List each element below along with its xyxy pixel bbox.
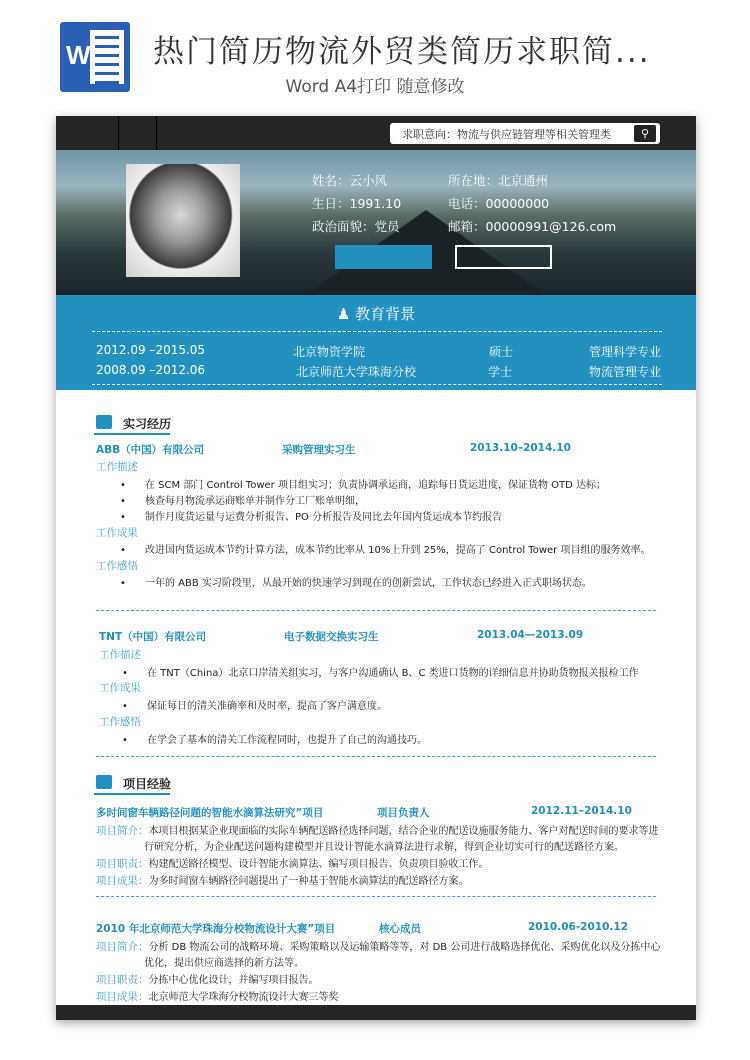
list-item: • 核查每月物流承运商账单并制作分工厂账单明细， — [120, 496, 365, 507]
politics: 政治面貌：党员 — [312, 219, 400, 234]
result-label: 工作成果 — [99, 682, 141, 694]
project-name: 多时间窗车辆路径问题的智能水滴算法研究”项目 — [96, 807, 324, 819]
divider — [96, 610, 656, 611]
edu-period: 2008.09 –2012.06 — [96, 363, 206, 377]
printer-icon — [96, 415, 112, 429]
job-period: 2013.04—2013.09 — [477, 629, 584, 641]
list-item: • 制作月度货运量与运费分析报告、PO 分析报告及同比去年国内货运成本节约报告 — [120, 512, 503, 523]
printer-icon — [96, 775, 112, 789]
education-title: 教育背景 — [355, 305, 416, 323]
blue-button[interactable] — [335, 245, 432, 269]
divider — [96, 896, 656, 897]
edu-period: 2012.09 –2015.05 — [96, 343, 206, 357]
email: 邮箱：00000991@126.com — [448, 219, 617, 234]
projects-title: 项目经验 — [123, 777, 172, 791]
project-intro: 项目简介：本项目根据某企业现面临的实际车辆配送路径选择问题，结合企业的配送设施服务能力、客户对配送时间的要求等进 — [96, 825, 659, 837]
job-role: 采购管理实习生 — [282, 444, 356, 456]
edu-major: 管理科学专业 — [589, 345, 662, 359]
education-section — [56, 295, 696, 390]
edu-degree: 学士 — [488, 365, 513, 379]
list-item: • 保证每日的清关准确率和及时率，提高了客户满意度。 — [122, 701, 387, 712]
edu-school: 北京师范大学珠海分校 — [296, 365, 417, 379]
edu-school: 北京物资学院 — [293, 345, 366, 359]
job-intention-search[interactable] — [390, 123, 660, 144]
birthday: 生日：1991.10 — [312, 196, 402, 211]
project-duty: 项目职责：构建配送路径模型、设计智能水滴算法、编写项目报告、负责项目验收工作。 — [96, 858, 489, 870]
name: 姓名：云小风 — [312, 173, 388, 188]
job-intention-text: 求职意向：物流与供应链管理等相关管理类 — [402, 128, 611, 141]
list-item: • 在 SCM 部门 Control Tower 项目组实习；负责协调承运商，追踪每日货运进度，保证货物 OTD 达标； — [120, 480, 606, 491]
avatar — [126, 164, 240, 277]
job-period: 2013.10–2014.10 — [470, 442, 571, 454]
desc-label: 工作描述 — [99, 649, 141, 661]
project-intro-cont: 行研究分析，为企业配送问题构建模型并且设计智能水滴算法进行求解，得到企业切实可行的配送路径方案。 — [144, 842, 624, 853]
desc-label: 工作描述 — [96, 461, 138, 473]
page-subtitle: Word A4打印 随意修改 — [285, 77, 465, 97]
list-item: • 一年的 ABB 实习阶段里，从最开始的快速学习到现在的创新尝试，工作状态已经进入正式职场状态。 — [120, 578, 592, 589]
page-title: 热门简历物流外贸类简历求职简... — [153, 34, 651, 70]
job-company: TNT（中国）有限公司 — [99, 631, 207, 643]
project-result: 项目成果：为多时间窗车辆路径问题提出了一种基于智能水滴算法的配送路径方案。 — [96, 875, 469, 887]
project-role: 项目负责人 — [377, 807, 430, 819]
phone: 电话：00000000 — [448, 196, 550, 211]
project-intro: 项目简介：分析 DB 物流公司的战略环境、采购策略以及运输策略等等，对 DB 公司进行战略选择优化、采购优化以及分拣中心 — [96, 941, 661, 953]
search-icon[interactable]: ⚲ — [634, 125, 656, 142]
project-role: 核心成员 — [379, 923, 421, 935]
resume-document — [56, 116, 696, 1020]
project-duty: 项目职责：分拣中心优化设计，并编写项目报告。 — [96, 974, 319, 986]
internship-title: 实习经历 — [123, 417, 172, 431]
outline-button[interactable] — [455, 245, 552, 269]
project-intro-cont: 优化，提出供应商选择的新方法等。 — [144, 958, 304, 969]
job-role: 电子数据交换实习生 — [284, 631, 379, 643]
hero-banner — [56, 150, 696, 295]
feel-label: 工作感悟 — [96, 560, 138, 572]
education-heading — [56, 303, 696, 324]
divider — [96, 756, 656, 757]
location: 所在地：北京通州 — [448, 173, 549, 188]
project-period: 2012.11–2014.10 — [531, 805, 632, 817]
list-item: • 在 TNT（China）北京口岸清关组实习，与客户沟通确认 B、C 类进口货物的详细信息并协助货物报关报检工作 — [122, 668, 639, 679]
result-label: 工作成果 — [96, 527, 138, 539]
project-result: 项目成果：北京师范大学珠海分校物流设计大赛三等奖 — [96, 991, 339, 1003]
job-company: ABB（中国）有限公司 — [96, 444, 205, 456]
word-letter: W — [66, 40, 91, 70]
top-bar — [56, 116, 696, 150]
edu-degree: 硕士 — [489, 345, 514, 359]
project-name: 2010 年北京师范大学珠海分校物流设计大赛”项目 — [96, 923, 336, 935]
list-item: • 在学会了基本的清关工作流程同时，也提升了自己的沟通技巧。 — [122, 735, 427, 746]
feel-label: 工作感悟 — [99, 716, 141, 728]
project-period: 2010.06-2010.12 — [528, 921, 629, 933]
person-icon: ♟ — [336, 305, 356, 323]
edu-major: 物流管理专业 — [589, 365, 662, 379]
list-item: • 改进国内货运成本节约计算方法，成本节约比率从 10%上升到 25%，提高了 Control Tower 项目组的服务效率。 — [120, 545, 651, 556]
footer-bar — [56, 1005, 696, 1020]
